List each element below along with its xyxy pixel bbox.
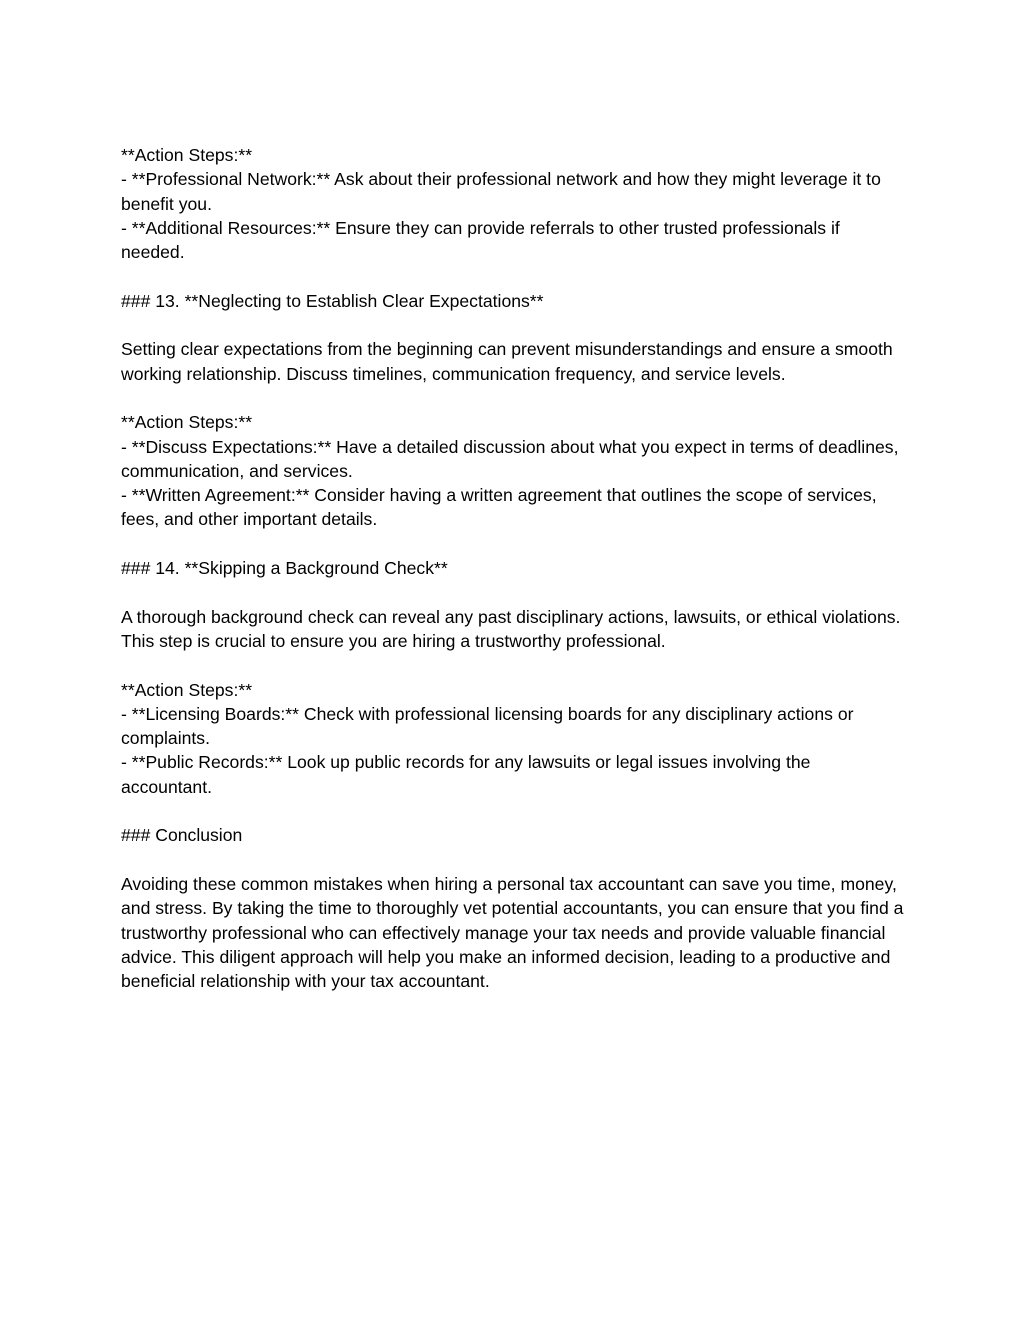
paragraph-gap [121, 580, 906, 604]
section-heading: ### 13. **Neglecting to Establish Clear Expectations** [121, 290, 544, 311]
paragraph-gap [121, 848, 906, 872]
action-steps-heading: **Action Steps:** [121, 145, 253, 165]
action-steps-heading: **Action Steps:** [121, 412, 253, 433]
paragraph-gap [121, 532, 906, 556]
list-item: - **Professional Network:** Ask about their professional network and how they might leverage it to benefit you. [121, 169, 881, 214]
section-heading: ### 14. **Skipping a Background Check** [121, 558, 448, 579]
paragraph-gap [121, 653, 906, 677]
paragraph-gap [121, 313, 906, 337]
section-paragraph: Setting clear expectations from the beginning can prevent misunderstandings and ensure a smooth working relationship. Discuss timelines, communication frequency, and service levels. [121, 339, 893, 384]
list-item: - **Additional Resources:** Ensure they can provide referrals to other trusted professionals if needed. [121, 217, 840, 263]
paragraph-gap [121, 386, 906, 410]
action-steps-heading: **Action Steps:** [121, 679, 253, 700]
list-item: - **Licensing Boards:** Check with professional licensing boards for any disciplinary actions or complaints. [121, 703, 854, 749]
section-paragraph: A thorough background check can reveal any past disciplinary actions, lawsuits, or ethical violations. This step is crucial to ensure you are hiring a trustworthy professional. [121, 606, 901, 651]
paragraph-gap [121, 264, 906, 288]
list-item: - **Public Records:** Look up public records for any lawsuits or legal issues involving the accountant. [121, 752, 811, 797]
conclusion-heading: ### Conclusion [121, 825, 243, 846]
list-item: - **Written Agreement:** Consider having a written agreement that outlines the scope of services, fees, and other important details. [121, 485, 877, 530]
document-body [121, 143, 906, 993]
paragraph-gap [121, 799, 906, 823]
list-item: - **Discuss Expectations:** Have a detailed discussion about what you expect in terms of deadlines, communication, and services. [121, 436, 899, 481]
conclusion-paragraph: Avoiding these common mistakes when hiring a personal tax accountant can save you time, money, and stress. By taking the time to thoroughly vet potential accountants, you can ensure that you find a trustworthy professional who can effectively manage your tax needs and provide valuable financial advice. This diligent approach will help you make an informed decision, leading to a productive and beneficial relationship with your tax accountant. [121, 873, 904, 992]
